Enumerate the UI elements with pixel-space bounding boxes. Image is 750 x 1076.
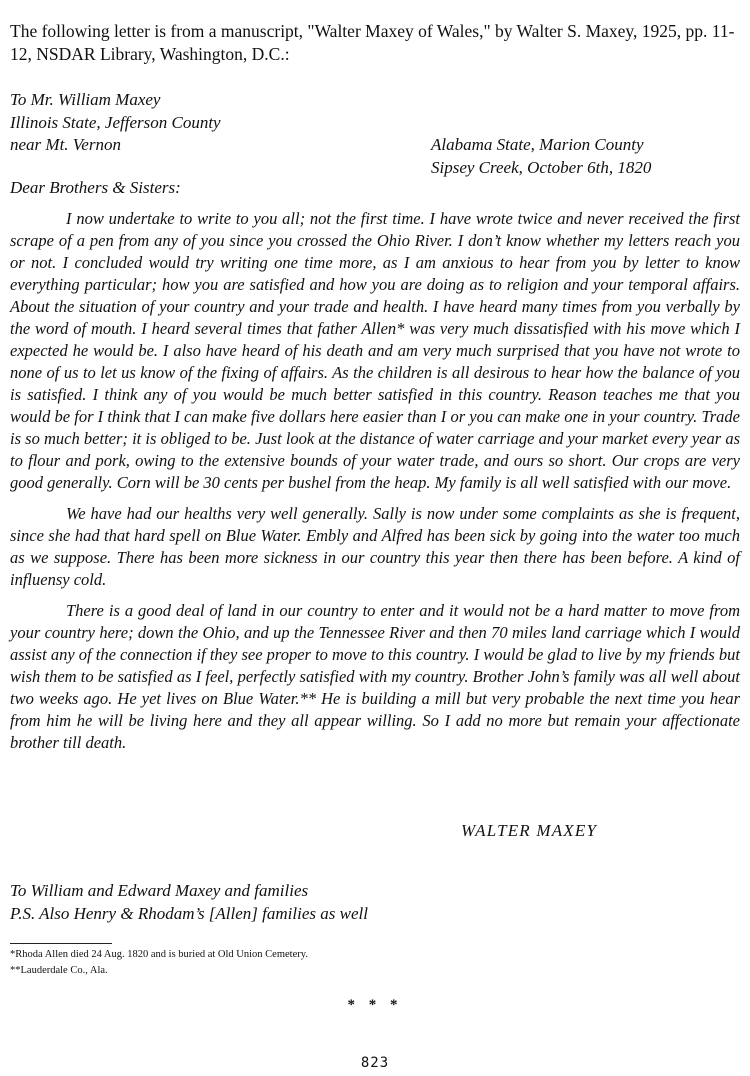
closing-lines (10, 880, 368, 925)
letter-body (10, 208, 740, 763)
letter-paragraph: We have had our healths very well generally. Sally is now under some complaints as she is frequent, since she had that hard spell on Blue Water. Embly and Alfred has been sick by going into the water too much as we suppose. There has been more sickness in our country this year then there has been before. A kind of influensy cold. (10, 504, 740, 589)
signature: WALTER MAXEY (461, 821, 598, 840)
footnote-divider (10, 943, 112, 944)
closing-line: To William and Edward Maxey and families (10, 881, 309, 900)
letter-paragraph: There is a good deal of land in our country to enter and it would not be a hard matter to move from your country here; down the Ohio, and up the Tennessee River and then 70 miles land carriage which I would assist any of the connection if they see proper to move to this country. I would be glad to live by my friends but wish them to be satisfied as I feel, perfectly satisfied with my country. Brother John’s family was all well about two weeks ago. He yet lives on Blue Water.** He is building a mill but very probable the next time you hear from him he will be living here and they all appear willing. So I add no more but remain your affectionate brother till death. (10, 601, 740, 752)
footnote: *Rhoda Allen died 24 Aug. 1820 and is buried at Old Union Cemetery. (10, 949, 308, 960)
salutation: Dear Brothers & Sisters: (10, 178, 181, 197)
sender-address-line: Alabama State, Marion County (431, 135, 644, 154)
recipient-address (10, 89, 221, 157)
sender-address (431, 134, 651, 179)
section-separator: * * * (347, 997, 403, 1013)
footnote: **Lauderdale Co., Ala. (10, 965, 108, 976)
intro-paragraph: The following letter is from a manuscript, "Walter Maxey of Wales," by Walter S. Maxey, 1925, pp. 11-12, NSDAR Library, Washington, D.C.: (10, 21, 735, 64)
footnotes (10, 947, 308, 979)
sender-address-line: Sipsey Creek, October 6th, 1820 (431, 157, 652, 177)
closing-line: P.S. Also Henry & Rhodam’s [Allen] families as well (10, 903, 368, 923)
recipient-address-line: Illinois State, Jefferson County (10, 112, 221, 132)
page-number: 823 (360, 1055, 390, 1071)
recipient-address-line: To Mr. William Maxey (10, 90, 161, 109)
recipient-address-line: near Mt. Vernon (10, 135, 121, 154)
letter-paragraph: I now undertake to write to you all; not the first time. I have wrote twice and never received the first scrape of a pen from any of you since you crossed the Ohio River. I don’t know whether my letters reach you or not. I concluded would try writing one time more, as I am anxious to hear from you by letter to know everything particular; how you are satisfied and how you are doing as to religion and your temporal affairs. About the situation of your country and your trade and health. I have heard many times from you verbally by the word of mouth. I heard several times that father Allen* was very much dissatisfied with his move which I expected he would be. I also have heard of his death and am very much surprised that you have not wrote to none of us to let us know of the fixing of affairs. As the children is all desirous to hear how the balance of you is satisfied. I think any of you would be much better satisfied in this country. Reason teaches me that you would be for I think that I can make five dollars here easier than I or you can make one in your country. Trade is so much better; it is obliged to be. Just look at the distance of water carriage and your market every year as to flour and pork, owing to the extensive bounds of your water trade, and ours so short. Our crops are very good generally. Corn will be 30 cents per bushel from the heap. My family is all well satisfied with our move. (10, 209, 740, 492)
